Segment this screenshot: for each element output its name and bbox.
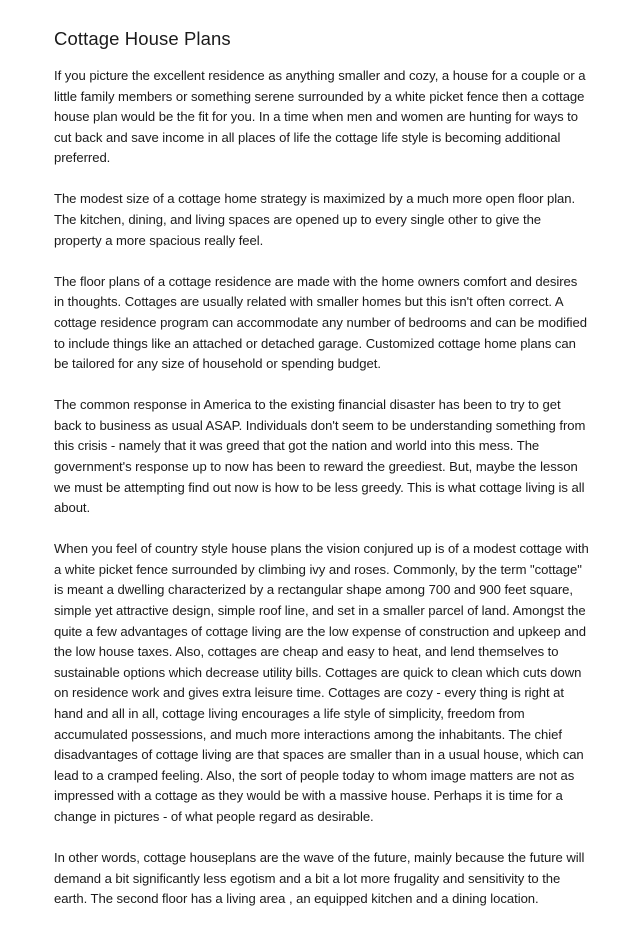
paragraph-floor-plan-size: The modest size of a cottage home strategy is maximized by a much more open floor plan. The kitchen, dining, and living spaces are opened up to every single other to give the property a more spacious really feel. [54, 191, 576, 248]
document-title: Cottage House Plans [54, 28, 231, 49]
paragraph-intro: If you picture the excellent residence as anything smaller and cozy, a house for a couple or a little family members or something serene surrounded by a white picket fence then a cottage house plan would be the fit for you. In a time when men and women are hunting for ways to cut back and save income in all places of life the cottage life style is becoming additional preferred. [54, 68, 586, 166]
paragraph-conclusion: In other words, cottage houseplans are the wave of the future, mainly because the future will demand a bit significantly less egotism and a bit a lot more frugality and sensitivity to the earth. The second floor has a living area , an equipped kitchen and a dining location. [54, 850, 585, 907]
paragraph-comfort-desires: The floor plans of a cottage residence are made with the home owners comfort and desires in thoughts. Cottages are usually related with smaller homes but this isn't often correct. A cottage residence program can accommodate any number of bedrooms and can be modified to include things like an attached or detached garage. Customized cottage home plans can be tailored for any size of household or spending budget. [54, 273, 587, 372]
paragraph-country-style: When you feel of country style house plans the vision conjured up is of a modest cottage with a white picket fence surrounded by climbing ivy and roses. Commonly, by the term "cottage" is meant a dwelling characterized by a rectangular shape among 700 and 900 feet square, simple yet attractive design, simple roof line, and set in a smaller parcel of land. Amongst the quite a few advantages of cottage living are the low expense of construction and upkeep and the low house taxes. Also, cottages are cheap and easy to heat, and lend themselves to sustainable options which decrease utility bills. Cottages are quick to clean which cuts down on residence work and gives extra leisure time. Cottages are cozy - every thing is right at hand and all in all, cottage living encourages a life style of simplicity, freedom from accumulated possessions, and much more interactions among the inhabitants. The chief disadvantages of cottage living are that spaces are smaller than in a usual house, which can lead to a cramped feeling. Also, the sort of people today to whom image matters are not as impressed with a cottage as they would be with a massive house. Perhaps it is time for a change in pictures - of what people regard as desirable. [54, 541, 589, 824]
document-page [54, 26, 590, 930]
paragraph-financial-disaster: The common response in America to the existing financial disaster has been to try to get back to business as usual ASAP. Individuals don't seem to be understanding something from this crisis - namely that it was greed that got the nation and world into this mess. The government's response up to now has been to reward the greediest. But, maybe the lesson we must be attempting find out now is how to be less greedy. This is what cottage living is all about. [54, 397, 586, 516]
